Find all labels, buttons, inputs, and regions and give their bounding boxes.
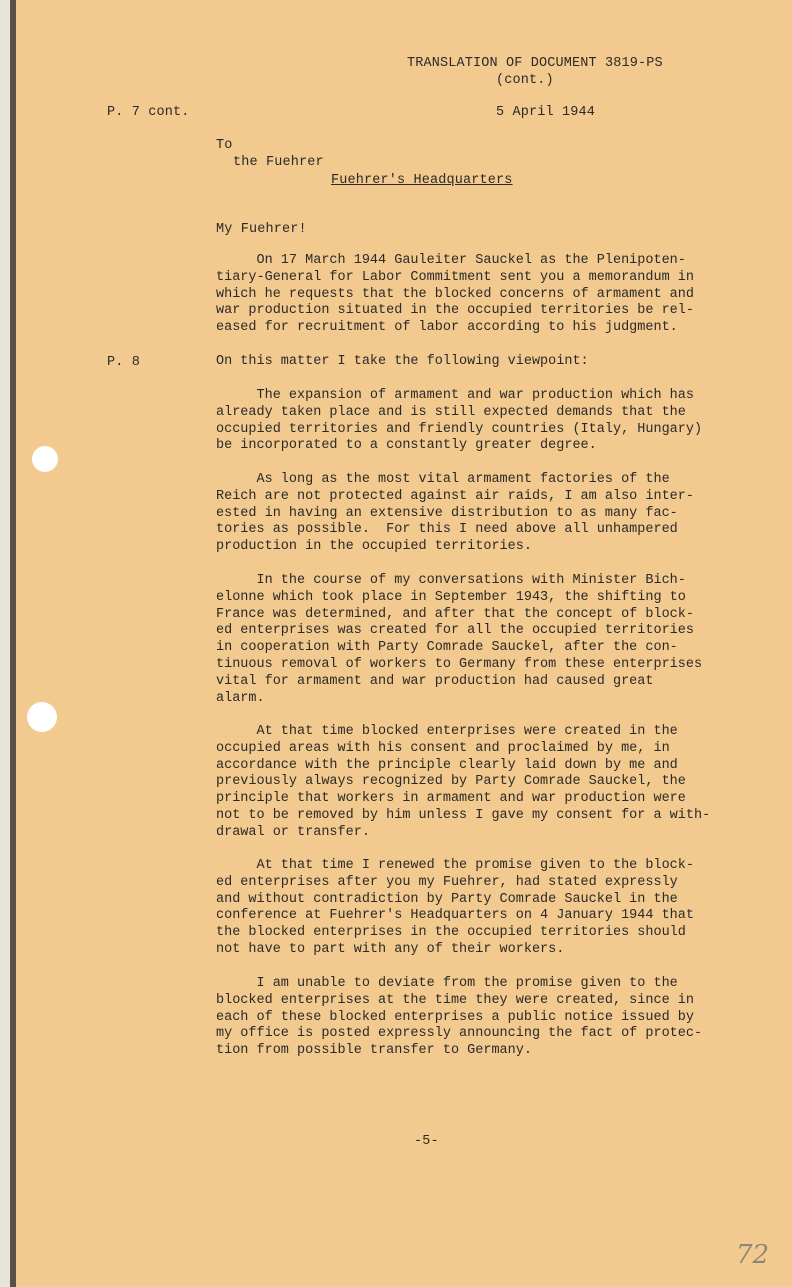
paragraph-promise-renewed <box>216 858 716 959</box>
text-line: production in the occupied territories. <box>216 539 532 555</box>
text-line: ested in having an extensive distribution to as many fac- <box>216 505 678 521</box>
text-line: occupied territories and friendly countries (Italy, Hungary) <box>216 421 703 437</box>
text-line: accordance with the principle clearly laid down by me and <box>216 757 678 773</box>
text-line: As long as the most vital armament factories of the <box>216 472 670 487</box>
handwritten-page-number: 72 <box>736 1240 770 1270</box>
paragraph-conversations <box>216 573 716 707</box>
letter-date: 5 April 1944 <box>496 105 596 120</box>
text-line: in cooperation with Party Comrade Sauckel, after the con- <box>216 640 678 656</box>
text-line: my office is posted expressly announcing the fact of protec- <box>216 1026 703 1042</box>
punch-hole-upper <box>32 446 58 472</box>
text-line: On 17 March 1944 Gauleiter Sauckel as the Plenipoten- <box>216 253 686 268</box>
text-line: drawal or transfer. <box>216 824 370 840</box>
text-line: tion from possible transfer to Germany. <box>216 1043 532 1059</box>
text-line: On this matter I take the following viewpoint: <box>216 354 589 369</box>
text-line: and without contradiction by Party Comrade Sauckel in the <box>216 891 678 907</box>
salutation: My Fuehrer! <box>216 222 307 237</box>
text-line: tories as possible. For this I need above all unhampered <box>216 522 678 538</box>
text-line: I am unable to deviate from the promise given to the <box>216 976 678 991</box>
text-line: elonne which took place in September 1943, the shifting to <box>216 589 686 605</box>
text-line: each of these blocked enterprises a public notice issued by <box>216 1009 694 1025</box>
address-location: Fuehrer's Headquarters <box>331 173 513 188</box>
text-line: tiary-General for Labor Commitment sent you a memorandum in <box>216 269 694 285</box>
paragraph-expansion <box>216 388 716 455</box>
paragraph-air-raids <box>216 472 716 556</box>
text-line: In the course of my conversations with Minister Bich- <box>216 573 686 588</box>
paragraph-unable-to-deviate <box>216 976 716 1060</box>
text-line: At that time I renewed the promise given to the block- <box>216 858 694 873</box>
text-line: blocked enterprises at the time they were created, since in <box>216 992 694 1008</box>
punch-hole-lower <box>27 702 57 732</box>
text-line: already taken place and is still expected demands that the <box>216 404 686 420</box>
text-line: eased for recruitment of labor according to his judgment. <box>216 320 678 336</box>
paragraph-memorandum <box>216 253 716 337</box>
text-line: ed enterprises was created for all the occupied territories <box>216 623 694 639</box>
text-line: the blocked enterprises in the occupied territories should <box>216 925 686 941</box>
text-line: France was determined, and after that the concept of block- <box>216 606 694 622</box>
text-line: war production situated in the occupied territories be rel- <box>216 303 694 319</box>
paragraph-blocked-enterprises <box>216 724 716 842</box>
text-line: conference at Fuehrer's Headquarters on 4 January 1944 that <box>216 908 694 924</box>
text-line: The expansion of armament and war production which has <box>216 388 694 403</box>
address-to: To <box>216 138 233 153</box>
document-title-cont: (cont.) <box>496 73 554 88</box>
page-number: -5- <box>414 1134 439 1149</box>
text-line: occupied areas with his consent and proclaimed by me, in <box>216 740 670 756</box>
text-line: previously always recognized by Party Comrade Sauckel, the <box>216 774 686 790</box>
page-edge-shadow <box>10 0 16 1287</box>
margin-note-p8: P. 8 <box>107 355 141 370</box>
text-line: principle that workers in armament and war production were <box>216 791 686 807</box>
text-line: vital for armament and war production had caused great <box>216 673 654 689</box>
text-line: not to be removed by him unless I gave my consent for a with- <box>216 807 711 823</box>
paragraph-viewpoint <box>216 354 716 371</box>
text-line: not have to part with any of their workers. <box>216 941 565 957</box>
text-line: which he requests that the blocked concerns of armament and <box>216 286 694 302</box>
text-line: Reich are not protected against air raids, I am also inter- <box>216 488 694 504</box>
address-recipient: the Fuehrer <box>233 155 324 170</box>
text-line: be incorporated to a constantly greater degree. <box>216 438 597 454</box>
margin-note-p7: P. 7 cont. <box>107 105 190 120</box>
document-title: TRANSLATION OF DOCUMENT 3819-PS <box>407 56 663 71</box>
text-line: alarm. <box>216 690 265 706</box>
text-line: At that time blocked enterprises were created in the <box>216 724 678 739</box>
text-line: ed enterprises after you my Fuehrer, had stated expressly <box>216 874 678 890</box>
text-line: tinuous removal of workers to Germany from these enterprises <box>216 656 703 672</box>
